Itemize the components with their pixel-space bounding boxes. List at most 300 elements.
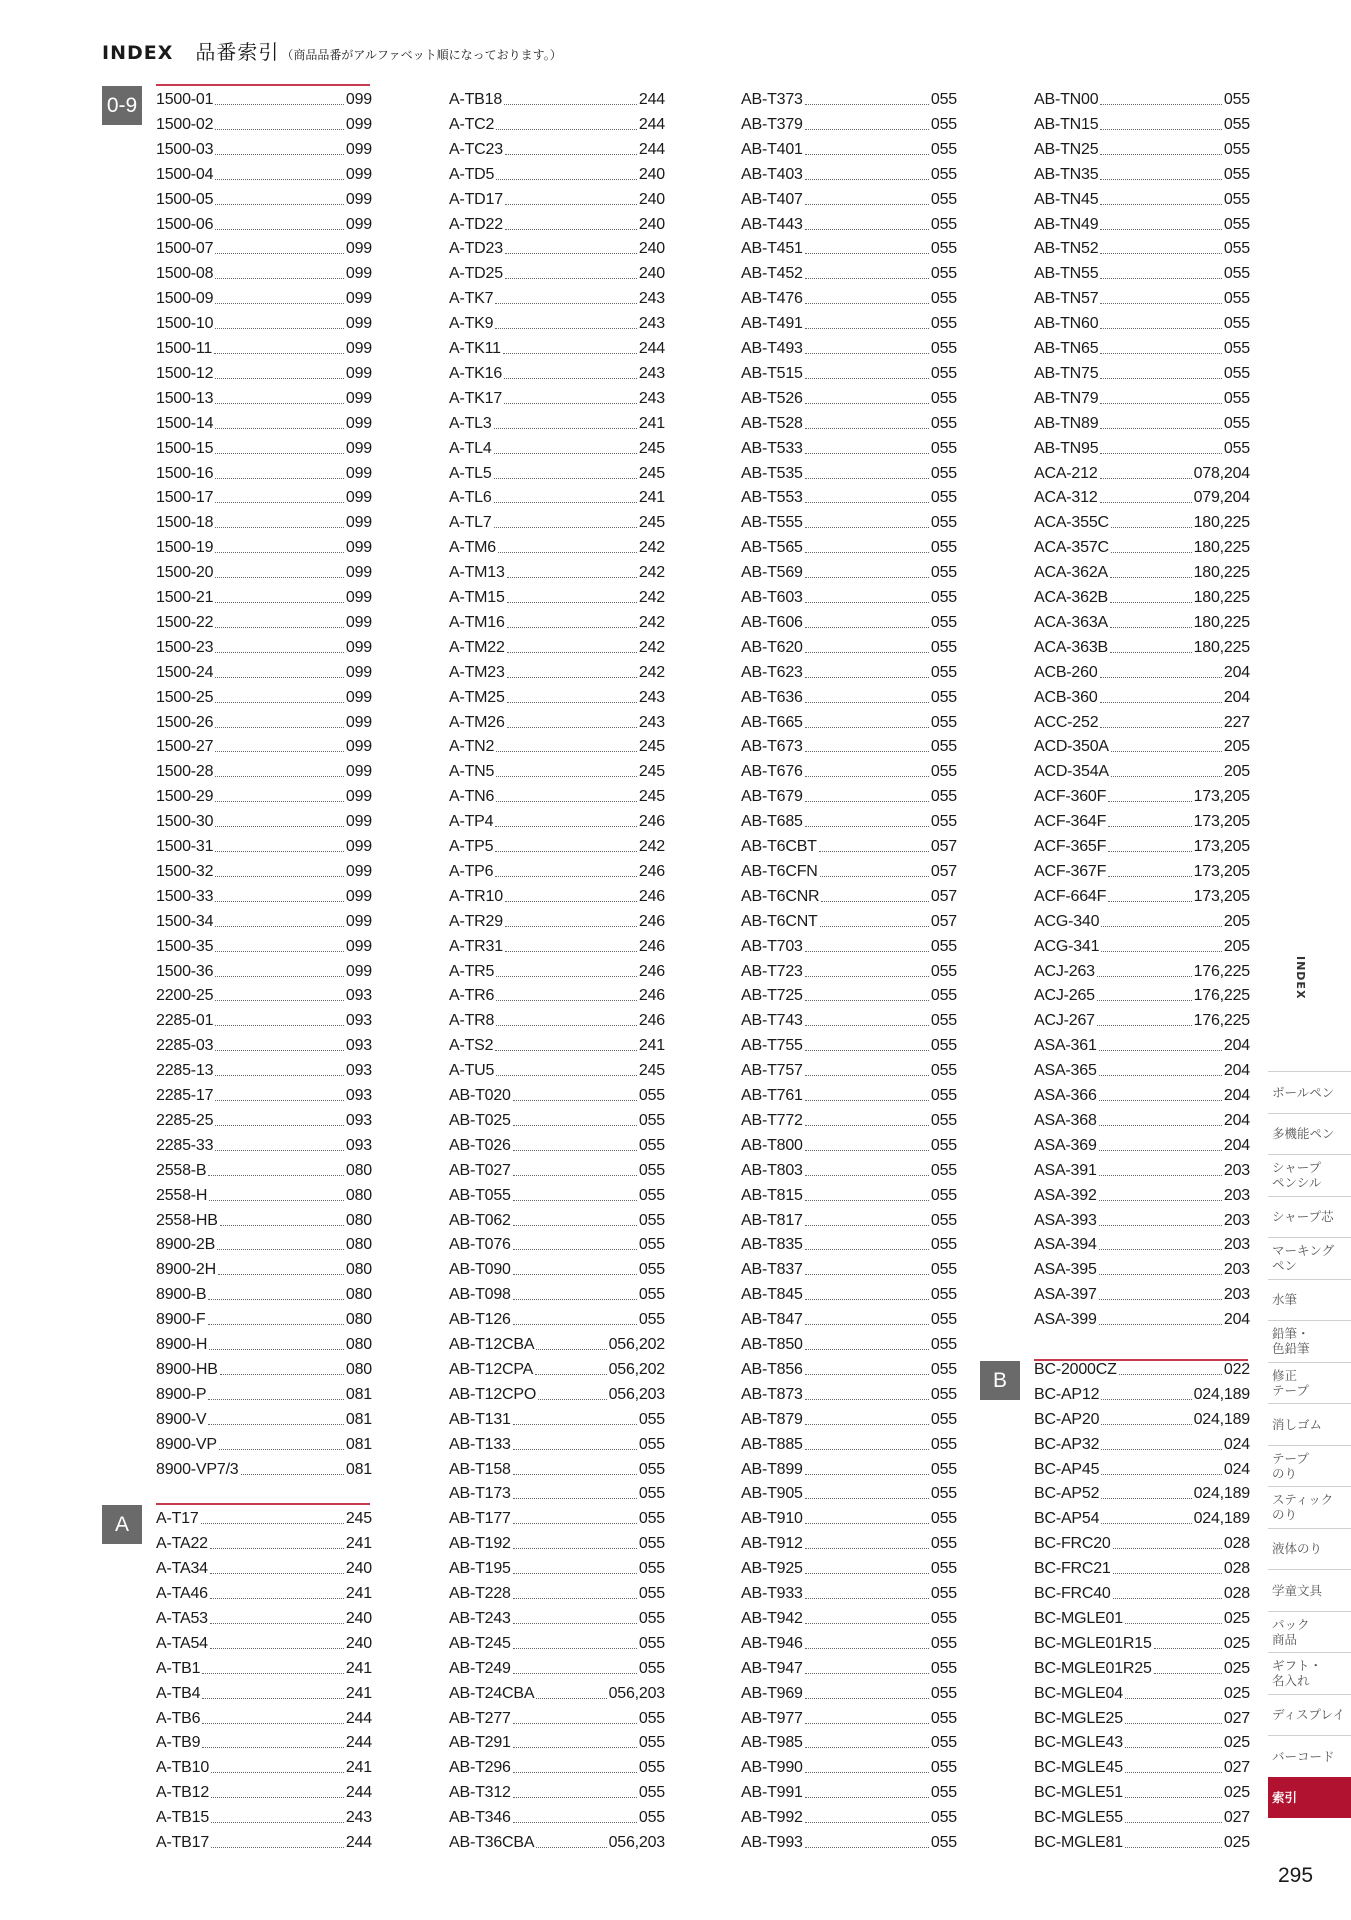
index-entry [741, 1279, 957, 1304]
product-code: AB-T757 [741, 1062, 803, 1080]
product-code: AB-T603 [741, 589, 803, 606]
leader-dots [805, 1274, 929, 1275]
page-ref: 055 [638, 1087, 665, 1104]
product-code: A-TD5 [449, 165, 495, 183]
leader-dots [1154, 1648, 1222, 1649]
page-ref: 055 [930, 937, 957, 955]
page-ref: 055 [1223, 240, 1250, 258]
page-ref: 055 [930, 663, 957, 681]
page-ref: 099 [345, 912, 372, 930]
product-code: A-TB17 [156, 1834, 210, 1851]
product-code: 1500-06 [156, 215, 214, 233]
category-tab[interactable] [1268, 1237, 1351, 1279]
page-ref: 205 [1223, 763, 1250, 781]
leader-dots [209, 1349, 344, 1350]
index-entry [741, 1454, 957, 1479]
page-ref: 099 [345, 140, 372, 158]
page-ref: 246 [638, 937, 665, 955]
index-entry [156, 682, 372, 707]
leader-dots [215, 727, 344, 728]
index-entry [156, 1727, 372, 1752]
product-code: A-TA46 [156, 1585, 208, 1602]
product-code: AB-T703 [741, 937, 803, 955]
page-ref: 205 [1223, 937, 1250, 955]
index-entry [741, 856, 957, 881]
leader-dots [210, 1548, 344, 1549]
leader-dots [215, 478, 344, 479]
leader-dots [805, 1598, 929, 1599]
leader-dots [805, 428, 929, 429]
product-code: 2285-01 [156, 1012, 214, 1030]
product-code: AB-T565 [741, 539, 803, 557]
leader-dots [821, 901, 928, 902]
product-code: A-TA22 [156, 1535, 208, 1553]
product-code: 1500-09 [156, 290, 214, 308]
product-code: 1500-16 [156, 464, 214, 482]
page-ref: 099 [345, 290, 372, 308]
index-entry [741, 258, 957, 283]
leader-dots [494, 502, 637, 503]
product-code: AB-T291 [449, 1734, 511, 1752]
leader-dots [507, 702, 637, 703]
index-entry [741, 1478, 957, 1503]
index-entry [156, 109, 372, 134]
page-ref: 055 [638, 1784, 665, 1802]
index-entry [449, 184, 665, 209]
leader-dots [496, 179, 637, 180]
leader-dots [495, 303, 637, 304]
page-ref: 205 [1223, 912, 1250, 930]
product-code: AB-T912 [741, 1535, 803, 1553]
leader-dots [1100, 428, 1221, 429]
leader-dots [1099, 1274, 1222, 1275]
page-ref: 081 [345, 1460, 372, 1478]
index-entry [156, 258, 372, 283]
index-entry [449, 1503, 665, 1528]
leader-dots [1101, 1474, 1222, 1475]
index-entry [1034, 731, 1250, 756]
category-tab[interactable] [1268, 1196, 1351, 1238]
category-tab[interactable] [1268, 1279, 1351, 1321]
product-code: 2200-25 [156, 987, 214, 1005]
index-entry [741, 1379, 957, 1404]
leader-dots [215, 253, 344, 254]
index-entry [156, 532, 372, 557]
index-entry [1034, 831, 1250, 856]
index-entry [1034, 209, 1250, 234]
page-ref: 055 [930, 165, 957, 183]
leader-dots [805, 328, 929, 329]
category-tab[interactable] [1268, 1694, 1351, 1736]
leader-dots [215, 677, 344, 678]
leader-dots [513, 1175, 637, 1176]
leader-dots [1099, 1050, 1222, 1051]
page-ref: 173,205 [1193, 813, 1250, 831]
index-entry [449, 1304, 665, 1329]
page-ref: 240 [638, 190, 665, 208]
leader-dots [1097, 976, 1192, 977]
page-ref: 055 [930, 1261, 957, 1279]
product-code: A-TR8 [449, 1012, 495, 1030]
page-ref: 055 [1223, 115, 1250, 133]
leader-dots [1097, 1000, 1192, 1001]
leader-dots [496, 776, 637, 777]
leader-dots [215, 901, 344, 902]
leader-dots [504, 104, 637, 105]
category-tab[interactable] [1268, 1652, 1351, 1694]
index-entry [449, 1752, 665, 1777]
page-ref: 204 [1223, 1037, 1250, 1055]
page-ref: 055 [930, 1311, 957, 1329]
product-code: ACA-362A [1034, 564, 1108, 582]
leader-dots [805, 1324, 929, 1325]
index-entry [156, 408, 372, 433]
product-code: ACF-664F [1034, 887, 1107, 905]
index-entry [449, 1827, 665, 1852]
product-code: A-TC2 [449, 115, 495, 133]
product-code: A-TK7 [449, 290, 494, 308]
leader-dots [215, 577, 344, 578]
product-code: ACD-354A [1034, 763, 1109, 781]
leader-dots [1100, 502, 1192, 503]
product-code: A-TM23 [449, 663, 505, 681]
page-ref: 240 [638, 165, 665, 183]
leader-dots [513, 1424, 637, 1425]
page-ref: 081 [345, 1410, 372, 1428]
category-tab-label: シャープ ペンシル [1272, 1160, 1322, 1191]
product-code: A-TD23 [449, 240, 503, 258]
product-code: A-TB6 [156, 1709, 201, 1727]
product-code: 1500-24 [156, 663, 214, 681]
leader-dots [805, 826, 929, 827]
leader-dots [1100, 378, 1221, 379]
leader-dots [805, 104, 929, 105]
index-entry [449, 557, 665, 582]
page-ref: 055 [638, 1410, 665, 1428]
leader-dots [805, 1723, 929, 1724]
leader-dots [805, 303, 929, 304]
product-code: A-TN5 [449, 763, 495, 781]
product-code: AB-T925 [741, 1560, 803, 1578]
page-number: 295 [1278, 1864, 1314, 1887]
index-entry [156, 1005, 372, 1030]
page-ref: 241 [345, 1535, 372, 1553]
page-ref: 027 [1223, 1809, 1250, 1827]
product-code: 1500-14 [156, 414, 214, 432]
product-code: 8900-VP7/3 [156, 1460, 239, 1478]
index-entry [1034, 1030, 1250, 1055]
index-entry [449, 1628, 665, 1653]
page-ref: 244 [638, 115, 665, 133]
category-tab[interactable] [1268, 1569, 1351, 1611]
page-ref: 055 [930, 564, 957, 582]
leader-dots [1100, 702, 1222, 703]
leader-dots [507, 627, 637, 628]
index-entry [741, 507, 957, 532]
category-tab[interactable] [1268, 1486, 1351, 1528]
product-code: ASA-393 [1034, 1211, 1097, 1229]
index-entry [741, 283, 957, 308]
page-ref: 240 [345, 1609, 372, 1627]
index-entry [741, 159, 957, 184]
category-tab[interactable] [1268, 1113, 1351, 1155]
index-entry [1034, 1703, 1250, 1728]
leader-dots [805, 502, 929, 503]
index-entry [449, 1229, 665, 1254]
product-code: ACA-363B [1034, 638, 1108, 656]
leader-dots [513, 1548, 637, 1549]
index-entry [156, 707, 372, 732]
index-entry [1034, 1528, 1250, 1553]
page-ref: 180,225 [1193, 613, 1250, 631]
product-code: 1500-02 [156, 115, 214, 133]
index-entry [449, 1105, 665, 1130]
product-code: 1500-27 [156, 738, 214, 756]
page-ref: 242 [638, 838, 665, 855]
index-entry [741, 756, 957, 781]
page-ref: 055 [930, 1634, 957, 1652]
product-code: AB-T815 [741, 1186, 803, 1204]
page-ref: 055 [638, 1535, 665, 1553]
leader-dots [215, 627, 344, 628]
header-note: （商品品番がアルファベット順になっております。） [281, 48, 562, 62]
page-ref: 243 [638, 315, 665, 333]
product-code: A-TN6 [449, 788, 495, 806]
product-code: AB-T443 [741, 215, 803, 233]
page-ref: 173,205 [1193, 887, 1250, 905]
product-code: BC-FRC20 [1034, 1535, 1111, 1553]
index-entry [156, 134, 372, 159]
leader-dots [1100, 104, 1221, 105]
leader-dots [220, 1225, 344, 1226]
page-ref: 055 [930, 115, 957, 133]
category-tab[interactable] [1268, 1403, 1351, 1445]
page-ref: 080 [345, 1286, 372, 1304]
page-ref: 204 [1223, 688, 1250, 706]
leader-dots [805, 751, 929, 752]
index-entry [156, 184, 372, 209]
page-ref: 099 [345, 240, 372, 258]
product-code: AB-T761 [741, 1087, 803, 1104]
leader-dots [805, 253, 929, 254]
index-entry [449, 283, 665, 308]
product-code: AB-T535 [741, 464, 803, 482]
index-entry [1034, 1205, 1250, 1230]
product-code: AB-T6CFN [741, 862, 818, 880]
page-ref: 173,205 [1193, 862, 1250, 880]
index-entry [449, 1528, 665, 1553]
index-entry [1034, 1478, 1250, 1503]
index-entry [1034, 482, 1250, 507]
leader-dots [1111, 776, 1222, 777]
product-code: 1500-33 [156, 887, 214, 905]
page-ref: 055 [930, 91, 957, 108]
page-ref: 244 [345, 1734, 372, 1752]
page-ref: 242 [638, 564, 665, 582]
page-ref: 025 [1223, 1734, 1250, 1752]
category-tab[interactable] [1268, 1071, 1351, 1113]
product-code: AB-TN79 [1034, 389, 1099, 407]
product-code: ACC-252 [1034, 713, 1099, 731]
product-code: AB-T856 [741, 1360, 803, 1378]
index-entry [741, 1080, 957, 1105]
page-ref: 055 [930, 240, 957, 258]
category-tab[interactable] [1268, 1154, 1351, 1196]
leader-dots [507, 727, 637, 728]
leader-dots [241, 1474, 344, 1475]
index-entry [156, 1678, 372, 1703]
leader-dots [1097, 1025, 1192, 1026]
index-entry [1034, 1653, 1250, 1678]
index-entry [741, 1354, 957, 1379]
index-entry [1034, 1229, 1250, 1254]
page-ref: 022 [1223, 1360, 1250, 1378]
index-entry [1034, 1254, 1250, 1279]
product-code: 1500-13 [156, 389, 214, 407]
index-entry [449, 582, 665, 607]
page-ref: 055 [930, 414, 957, 432]
index-entry [156, 781, 372, 806]
page-ref: 180,225 [1193, 638, 1250, 656]
page-ref: 203 [1223, 1211, 1250, 1229]
product-code: AB-T993 [741, 1834, 803, 1851]
product-code: A-TN2 [449, 738, 495, 756]
page-ref: 203 [1223, 1261, 1250, 1279]
product-code: 1500-23 [156, 638, 214, 656]
product-code: ACF-360F [1034, 788, 1107, 806]
leader-dots [1100, 677, 1222, 678]
index-entry [1034, 84, 1250, 109]
product-code: AB-T126 [449, 1311, 511, 1329]
page-ref: 055 [930, 1535, 957, 1553]
category-tab[interactable] [1268, 1528, 1351, 1570]
product-code: AB-T192 [449, 1535, 511, 1553]
leader-dots [1099, 1150, 1222, 1151]
leader-dots [215, 204, 344, 205]
category-tab[interactable] [1268, 1445, 1351, 1487]
product-code: BC-MGLE04 [1034, 1684, 1123, 1702]
index-entry [449, 358, 665, 383]
leader-dots [494, 478, 637, 479]
leader-dots [805, 1349, 929, 1350]
index-entry [1034, 283, 1250, 308]
page-ref: 244 [345, 1709, 372, 1727]
index-entry [449, 507, 665, 532]
index-entry [449, 1055, 665, 1080]
product-code: AB-T899 [741, 1460, 803, 1478]
product-code: AB-T676 [741, 763, 803, 781]
index-entry [741, 582, 957, 607]
category-tab[interactable] [1268, 1735, 1351, 1777]
index-entry [156, 1404, 372, 1429]
product-code: ACA-355C [1034, 514, 1109, 532]
leader-dots [215, 926, 344, 927]
product-code: AB-T969 [741, 1684, 803, 1702]
page-ref: 055 [930, 613, 957, 631]
product-code: AB-T620 [741, 638, 803, 656]
category-tab[interactable] [1268, 1320, 1351, 1362]
page-ref: 078,204 [1193, 464, 1250, 482]
leader-dots [208, 1175, 343, 1176]
page-ref: 099 [345, 215, 372, 233]
product-code: AB-T173 [449, 1485, 511, 1503]
index-entry [156, 906, 372, 931]
page-ref: 176,225 [1193, 987, 1250, 1005]
index-entry [156, 632, 372, 657]
page-ref: 242 [638, 613, 665, 631]
leader-dots [538, 1399, 606, 1400]
page-ref: 055 [638, 1186, 665, 1204]
leader-dots [536, 1349, 606, 1350]
leader-dots [513, 1449, 637, 1450]
category-tab[interactable] [1268, 1611, 1351, 1653]
product-code: A-TR6 [449, 987, 495, 1005]
page-ref: 241 [345, 1759, 372, 1777]
leader-dots [219, 1449, 344, 1450]
product-code: A-TB12 [156, 1784, 210, 1802]
page-ref: 245 [638, 763, 665, 781]
index-entry [156, 956, 372, 981]
product-code: AB-T533 [741, 439, 803, 457]
leader-dots [503, 353, 637, 354]
product-code: A-TM13 [449, 564, 505, 582]
leader-dots [1111, 751, 1222, 752]
product-code: 1500-10 [156, 315, 214, 333]
leader-dots [1101, 1399, 1191, 1400]
category-tab[interactable] [1268, 1362, 1351, 1404]
index-entry [449, 1404, 665, 1429]
index-entry [449, 1703, 665, 1728]
index-entry [1034, 1454, 1250, 1479]
category-tab-label: スティック のり [1272, 1492, 1334, 1523]
product-code: BC-AP45 [1034, 1460, 1100, 1478]
category-tab-label: 鉛筆・ 色鉛筆 [1272, 1326, 1310, 1357]
product-code: BC-2000CZ [1034, 1360, 1117, 1378]
page-ref: 025 [1223, 1609, 1250, 1627]
index-entry [1034, 1005, 1250, 1030]
leader-dots [215, 229, 344, 230]
leader-dots [805, 1225, 929, 1226]
page-ref: 057 [930, 838, 957, 855]
index-entry [156, 283, 372, 308]
leader-dots [202, 1673, 344, 1674]
page-ref: 242 [638, 589, 665, 606]
leader-dots [1101, 951, 1222, 952]
leader-dots [805, 229, 929, 230]
page-ref: 099 [345, 962, 372, 980]
leader-dots [496, 1025, 637, 1026]
page-ref: 055 [930, 539, 957, 557]
product-code: AB-T526 [741, 389, 803, 407]
product-code: AB-T850 [741, 1336, 803, 1353]
leader-dots [215, 428, 344, 429]
page-ref: 055 [1223, 265, 1250, 283]
product-code: AB-T942 [741, 1609, 803, 1627]
product-code: AB-T933 [741, 1585, 803, 1602]
page-ref: 099 [345, 315, 372, 333]
leader-dots [805, 378, 929, 379]
index-entry [449, 856, 665, 881]
product-code: ACA-212 [1034, 464, 1098, 482]
product-code: AB-T772 [741, 1111, 803, 1129]
index-entry [1034, 507, 1250, 532]
index-entry [741, 1653, 957, 1678]
product-code: BC-AP20 [1034, 1410, 1100, 1428]
index-entry [449, 134, 665, 159]
product-code: A-TD25 [449, 265, 503, 283]
page-ref: 080 [345, 1236, 372, 1254]
category-tab[interactable] [1268, 1777, 1351, 1819]
